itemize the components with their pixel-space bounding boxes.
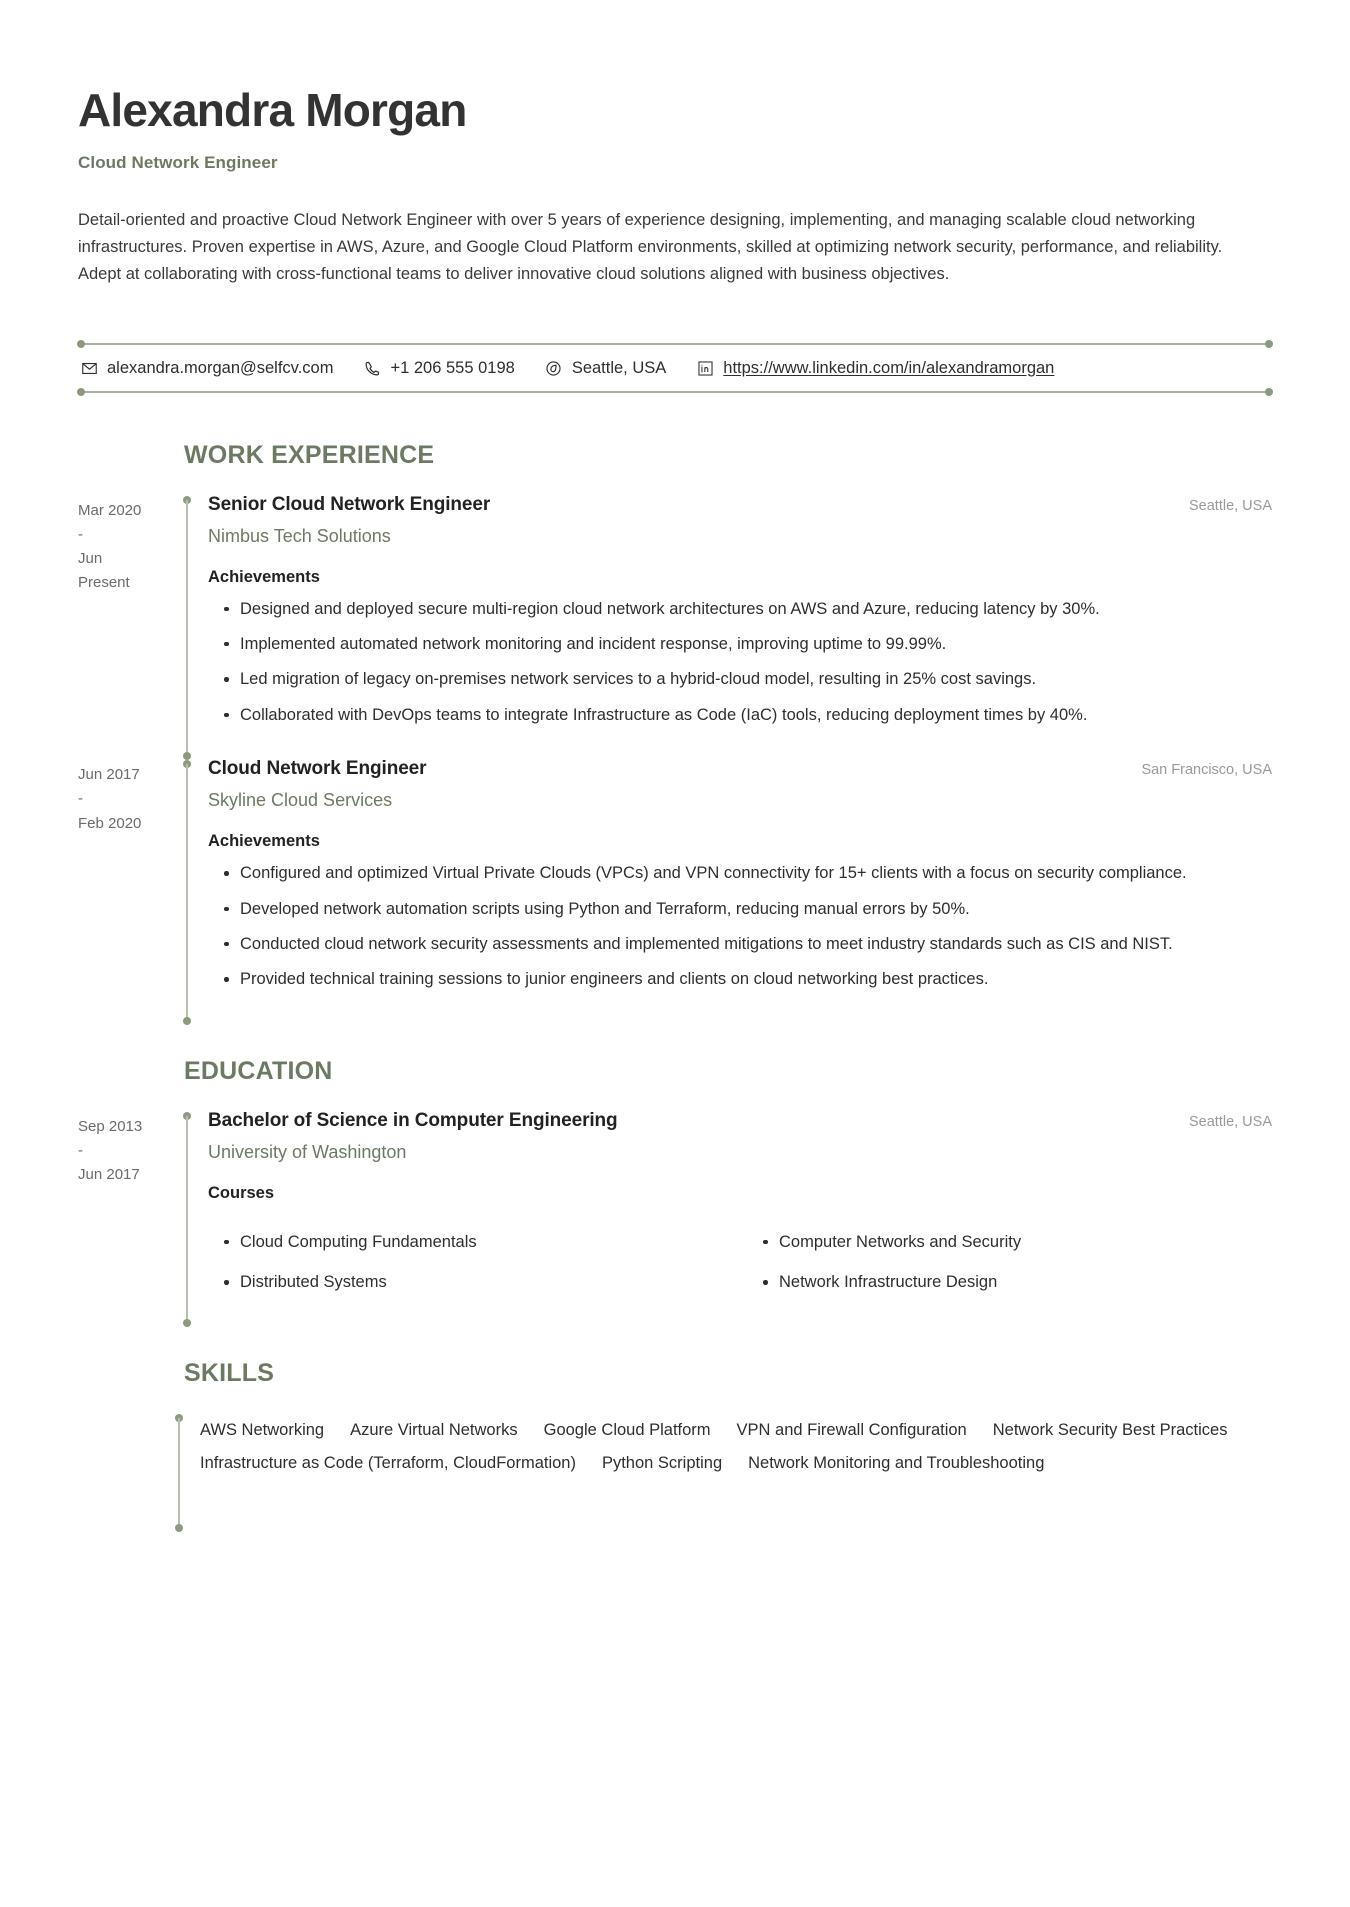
location-pin-icon xyxy=(545,359,563,377)
skill-chip: Azure Virtual Networks xyxy=(350,1421,518,1440)
work-entry-location: San Francisco, USA xyxy=(1141,762,1272,779)
page-title: Alexandra Morgan xyxy=(78,84,467,136)
list-item: Network Infrastructure Design xyxy=(747,1269,1272,1295)
skill-chip: Network Monitoring and Troubleshooting xyxy=(748,1454,1045,1473)
envelope-icon xyxy=(80,359,98,377)
list-item: Developed network automation scripts using Python and Terraform, reducing manual errors by 50%. xyxy=(208,896,1272,922)
timeline-marker xyxy=(182,758,192,1023)
contact-linkedin-link[interactable]: https://www.linkedin.com/in/alexandramorgan xyxy=(723,358,1055,377)
education-entry-body xyxy=(192,1110,1272,1326)
education-entry-subhead: Courses xyxy=(208,1183,275,1202)
education-entry-location: Seattle, USA xyxy=(1188,1113,1272,1130)
skill-chip: AWS Networking xyxy=(200,1421,325,1440)
timeline-line xyxy=(186,1116,188,1324)
work-entry-organization: Skyline Cloud Services xyxy=(208,790,393,811)
section-skills xyxy=(78,1359,1272,1530)
timeline-dot-bottom xyxy=(175,1524,183,1532)
date-end-line1: Feb 2020 xyxy=(78,814,142,832)
education-courses-list xyxy=(208,1215,1272,1296)
skill-chip: Infrastructure as Code (Terraform, CloudFormation) xyxy=(200,1454,576,1473)
timeline-marker xyxy=(182,1110,192,1326)
list-item: Cloud Computing Fundamentals xyxy=(208,1229,733,1255)
resume-header xyxy=(78,84,1272,289)
work-entry-location: Seattle, USA xyxy=(1188,497,1272,514)
work-entry-body xyxy=(192,494,1272,759)
contact-item-linkedin[interactable] xyxy=(696,359,1054,378)
linkedin-icon xyxy=(696,359,714,377)
contact-item-phone[interactable] xyxy=(363,359,514,378)
work-entry-subhead: Achievements xyxy=(208,832,320,851)
date-end-line2: Present xyxy=(78,574,130,592)
work-entry-organization: Nimbus Tech Solutions xyxy=(208,525,391,546)
list-item: Configured and optimized Virtual Private Clouds (VPCs) and VPN connectivity for 15+ clients with a focus on security compliance. xyxy=(208,860,1272,886)
contact-phone-text: +1 206 555 0198 xyxy=(390,358,515,377)
skill-chip: Python Scripting xyxy=(601,1454,723,1473)
section-title-education: EDUCATION xyxy=(184,1056,333,1085)
header-job-title: Cloud Network Engineer xyxy=(78,152,278,172)
phone-icon xyxy=(363,359,381,377)
contact-item-location[interactable] xyxy=(545,359,666,378)
education-entry-head xyxy=(208,1110,1272,1132)
timeline-marker xyxy=(182,494,192,759)
date-dash: - xyxy=(78,790,83,808)
contact-email-text: alexandra.morgan@selfcv.com xyxy=(107,358,334,377)
education-entry-title: Bachelor of Science in Computer Engineering xyxy=(208,1109,618,1131)
section-title-skills: SKILLS xyxy=(184,1359,275,1388)
date-start: Sep 2013 xyxy=(78,1117,143,1135)
date-start: Jun 2017 xyxy=(78,766,140,784)
list-item: Conducted cloud network security assessments and implemented mitigations to meet industry standards such as CIS and NIST. xyxy=(208,931,1272,957)
skill-chip: Google Cloud Platform xyxy=(543,1421,711,1440)
section-title-work: WORK EXPERIENCE xyxy=(184,440,435,469)
work-entry-bullets xyxy=(208,860,1272,993)
work-entry-dates xyxy=(78,494,174,759)
timeline-line xyxy=(186,500,188,757)
skills-list xyxy=(200,1414,1272,1480)
timeline-line xyxy=(178,1418,180,1528)
work-entry xyxy=(78,494,1272,759)
contact-rule-top xyxy=(78,343,1272,345)
timeline-marker xyxy=(174,1412,184,1530)
date-end-line1: Jun xyxy=(78,550,103,568)
list-item: Collaborated with DevOps teams to integrate Infrastructure as Code (IaC) tools, reducing deployment times by 40%. xyxy=(208,702,1272,728)
timeline-line xyxy=(186,764,188,1021)
timeline-dot-bottom xyxy=(183,1017,191,1025)
list-item: Led migration of legacy on-premises network services to a hybrid-cloud model, resulting in 25% cost savings. xyxy=(208,666,1272,692)
work-entry xyxy=(78,758,1272,1023)
work-entry-body xyxy=(192,758,1272,1023)
work-entry-subhead: Achievements xyxy=(208,567,320,586)
timeline-dot-bottom xyxy=(183,1319,191,1327)
education-entry xyxy=(78,1110,1272,1326)
date-start: Mar 2020 xyxy=(78,501,142,519)
education-entry-dates xyxy=(78,1110,174,1326)
date-dash: - xyxy=(78,1141,83,1159)
work-entry-bullets xyxy=(208,596,1272,729)
section-education xyxy=(78,1057,1272,1326)
list-item: Designed and deployed secure multi-region cloud network architectures on AWS and Azure, reducing latency by 30%. xyxy=(208,596,1272,622)
date-end-line1: Jun 2017 xyxy=(78,1166,140,1184)
contact-location-text: Seattle, USA xyxy=(571,358,667,377)
work-entry-title: Cloud Network Engineer xyxy=(208,758,427,780)
list-item: Computer Networks and Security xyxy=(747,1229,1272,1255)
contact-item-email[interactable] xyxy=(80,359,333,378)
work-entry-title: Senior Cloud Network Engineer xyxy=(208,493,491,515)
contact-band xyxy=(78,327,1272,407)
list-item: Distributed Systems xyxy=(208,1269,733,1295)
skills-wrap xyxy=(166,1412,1272,1530)
date-dash: - xyxy=(78,525,83,543)
work-entry-head xyxy=(208,758,1272,780)
skill-chip: VPN and Firewall Configuration xyxy=(736,1421,967,1440)
contact-rule-bottom xyxy=(78,391,1272,393)
contact-row xyxy=(78,345,1272,391)
education-entry-organization: University of Washington xyxy=(208,1141,407,1162)
section-work-experience xyxy=(78,441,1272,1023)
skills-body xyxy=(184,1412,1272,1530)
work-entry-dates xyxy=(78,758,174,1023)
work-entry-head xyxy=(208,494,1272,516)
list-item: Implemented automated network monitoring and incident response, improving uptime to 99.99%. xyxy=(208,631,1272,657)
skill-chip: Network Security Best Practices xyxy=(992,1421,1228,1440)
list-item: Provided technical training sessions to junior engineers and clients on cloud networking best practices. xyxy=(208,966,1272,992)
professional-summary: Detail-oriented and proactive Cloud Network Engineer with over 5 years of experience designing, implementing, and managing scalable cloud networking infrastructures. Proven expertise in AWS, Azure, and Google Cloud Platform environments, skilled at optimizing network security, performance, and reliability. Adept at collaborating with cross-functional teams to deliver innovative cloud solutions aligned with business objectives. xyxy=(78,210,1223,284)
